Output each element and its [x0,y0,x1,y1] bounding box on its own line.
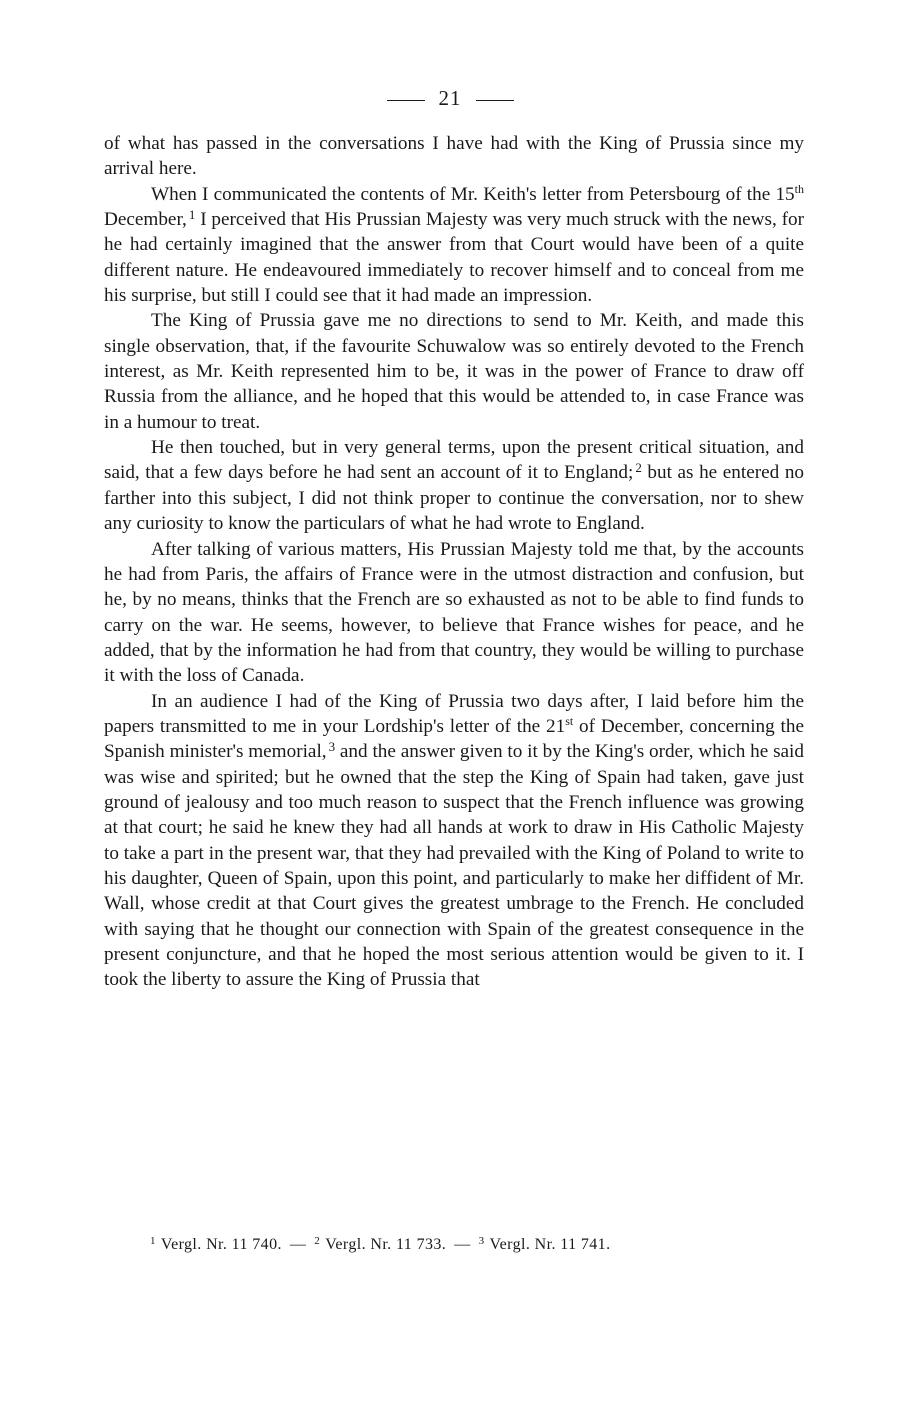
text-run: of December, concerning the Spanish minister's memorial, [104,715,804,763]
footnote-ref: 3 [328,739,336,755]
footnotes [150,1235,800,1254]
text-run: He then touched, but in very general terms, upon the present critical situation, and said, that a few days before he had sent an account of it to England; [104,437,804,484]
paragraph [104,435,804,536]
header-rule-right [476,100,514,101]
text-run: After talking of various matters, His Prussian Majesty told me that, by the accounts he had from Paris, the affairs of France were in the utmost distraction and confusion, but he, by no means, thinks that the French are so exhausted as not to be able to find funds to carry on the war. He seems, however, to believe that France wishes for peace, and he added, that by the information he had from that country, they would be willing to purchase it with the loss of Canada. [104,538,804,687]
paragraph [104,182,804,309]
footnote-text: Vergl. Nr. 11 733. [325,1236,447,1253]
text-run: but as he entered no farther into this subject, I did not think proper to continue the conversation, nor to shew any curiosity to know the particulars of what he had wrote to England. [104,462,805,535]
text-run: of what has passed in the conversations I have had with the King of Prussia since my arrival here. [104,133,804,180]
text-run: I perceived that His Prussian Majesty was very much struck with the news, for he had certainly imagined that the answer from that Court would have been of a quite different nature. He endeavoured immediately to recover himself and to conceal from me his surprise, but still I could see that it had made an impression. [104,209,804,307]
footnote-mark: 2 [314,1235,321,1247]
footnote-text: Vergl. Nr. 11 741. [489,1236,611,1253]
footnote-separator: — [289,1236,307,1253]
footnote-ref: 1 [188,207,196,223]
footnote [314,1236,446,1253]
text-run: When I communicated the contents of Mr. Keith's letter from Petersbourg of the 15 [151,183,795,205]
paragraph [104,537,804,689]
footnote-ref: 2 [635,460,642,476]
paragraph [104,308,804,435]
text-run: and the answer given to it by the King's order, which he said was wise and spirited; but he owned that the step the King of Spain had taken, gave just ground of jealousy and too much reason to suspect that the French influence was growing at that court; he said he knew they had all hands at work to draw in His Catholic Majesty to take a part in the present war, that they had prevailed with the King of Poland to write to his daughter, Queen of Spain, upon this point, and particularly to make her diffident of Mr. Wall, whose credit at that Court gives the greatest umbrage to the French. He concluded with saying that he thought our connection with Spain of the greatest consequence in the present conjuncture, and that he hoped the most serious attention would be given to it. I took the liberty to assure the King of Prussia that [104,741,804,991]
paragraph [104,689,804,993]
footnote-mark: 3 [478,1235,485,1247]
text-run: In an audience I had of the King of Prussia two days after, I laid before him the papers transmitted to me in your Lordship's letter of the 21 [104,690,804,737]
ordinal-suffix: st [565,713,574,728]
ordinal-suffix: th [794,181,804,196]
footnote [479,1236,611,1253]
page-header [0,86,900,111]
paragraph [104,131,804,182]
footnote [150,1236,282,1253]
page-number: 21 [438,86,462,110]
footnote-text: Vergl. Nr. 11 740. [160,1236,282,1253]
body-text [104,131,804,993]
footnote-separator: — [454,1236,471,1253]
footnote-mark: 1 [150,1235,156,1247]
text-run: The King of Prussia gave me no directions to send to Mr. Keith, and made this single observation, that, if the favourite Schuwalow was so entirely devoted to the French interest, as Mr. Keith represented him to be, it was in the power of France to draw off Russia from the alliance, and he hoped that this would be attended to, in case France was in a humour to treat. [104,310,804,433]
text-run: December, [104,209,187,231]
header-rule-left [387,100,425,101]
